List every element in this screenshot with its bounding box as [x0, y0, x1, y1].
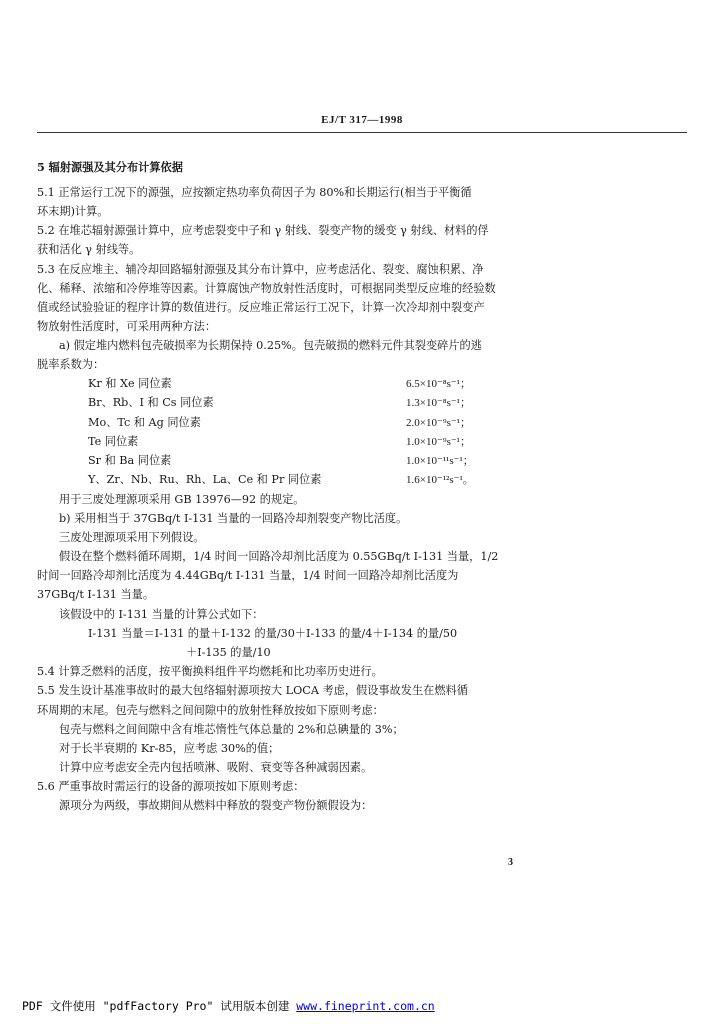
page-number: 3: [508, 857, 513, 868]
para-5-5-item: 对于长半衰期的 Kr-85，应考虑 30%的值；: [59, 742, 280, 755]
rate-isotopes: Mo、Tc 和 Ag 同位素: [88, 416, 201, 429]
para-5-3-line4: 物放射性活度时，可采用两种方法：: [37, 320, 217, 333]
para-5-2-line1: 5.2 在堆芯辐射源强计算中，应考虑裂变中子和 γ 射线、裂变产物的缓变 γ 射线、材料的俘: [37, 224, 489, 237]
para-5-5-item: 计算中应考虑安全壳内包括喷淋、吸附、衰变等各种减弱因素。: [59, 761, 373, 774]
rate-value: 2.0×10⁻⁹s⁻¹；: [406, 417, 471, 429]
section-heading: 5 辐射源强及其分布计算依据: [37, 160, 183, 174]
para-a-line1: a) 假定堆内燃料包壳破损率为长期保持 0.25%。包壳破损的燃料元件其裂变碎片的逃: [59, 339, 482, 352]
rate-isotopes: Br、Rb、I 和 Cs 同位素: [88, 396, 214, 409]
para-waste: 三废处理源项采用下列假设。: [59, 531, 205, 544]
footer-text: PDF 文件使用 "pdfFactory Pro" 试用版本创建: [22, 999, 297, 1013]
standard-header: EJ/T 317—1998: [321, 114, 403, 126]
para-a-line2: 脱率系数为：: [37, 358, 105, 371]
para-5-5-line1: 5.5 发生设计基准事故时的最大包络辐射源项按大 LOCA 考虑，假设事故发生在燃料循: [37, 684, 468, 697]
para-assume-line2: 时间一回路冷却剂比活度为 4.44GBq/t I-131 当量，1/4 时间一回路冷却剂比活度为: [37, 569, 459, 582]
para-assume-line1: 假设在整个燃料循环周期，1/4 时间一回路冷却剂比活度为 0.55GBq/t I-131 当量，1/2: [59, 550, 499, 563]
para-assume-line3: 37GBq/t I-131 当量。: [37, 588, 155, 601]
para-5-3-line1: 5.3 在反应堆主、辅冷却回路辐射源强及其分布计算中，应考虑活化、裂变、腐蚀积累、净: [37, 263, 484, 276]
header-rule: [37, 132, 687, 133]
para-5-6: 5.6 严重事故时需运行的设备的源项按如下原则考虑：: [37, 780, 305, 793]
rate-value: 1.3×10⁻⁸s⁻¹；: [406, 397, 471, 409]
para-5-4: 5.4 计算乏燃料的活度，按平衡换料组件平均燃耗和比功率历史进行。: [37, 665, 383, 678]
rate-isotopes: Y、Zr、Nb、Ru、Rh、La、Ce 和 Pr 同位素: [88, 473, 322, 486]
rate-value: 1.6×10⁻¹²s⁻¹。: [406, 474, 474, 486]
rate-isotopes: Te 同位素: [88, 435, 139, 448]
rate-isotopes: Sr 和 Ba 同位素: [88, 454, 172, 467]
para-5-5-line2: 环周期的末尾。包壳与燃料之间间隙中的放射性释放按如下原则考虑：: [37, 704, 384, 717]
formula-line1: I-131 当量＝I-131 的量＋I-132 的量/30＋I-133 的量/4＋I-134 的量/50: [88, 627, 458, 640]
para-5-2-line2: 获和活化 γ 射线等。: [37, 243, 141, 256]
para-5-1-line2: 环末期)计算。: [37, 205, 109, 218]
rate-value: 1.0×10⁻⁹s⁻¹；: [406, 436, 471, 448]
para-5-6-item: 源项分为两级，事故期间从燃料中释放的裂变产物份额假设为：: [59, 799, 373, 812]
para-b: b) 采用相当于 37GBq/t I-131 当量的一回路冷却剂裂变产物比活度。: [59, 512, 408, 525]
para-5-3-line2: 化、稀释、浓缩和冷停堆等因素。计算腐蚀产物放射性活度时，可根据同类型反应堆的经验数: [37, 282, 496, 295]
footer-link[interactable]: www.fineprint.com.cn: [296, 999, 435, 1013]
para-5-1-line1: 5.1 正常运行工况下的源强，应按额定热功率负荷因子为 80%和长期运行(相当于平衡循: [37, 186, 472, 199]
rate-value: 6.5×10⁻⁸s⁻¹；: [406, 378, 471, 390]
rate-value: 1.0×10⁻¹¹s⁻¹；: [406, 455, 474, 467]
para-5-3-line3: 值或经试验验证的程序计算的数值进行。反应堆正常运行工况下，计算一次冷却剂中裂变产: [37, 301, 485, 314]
para-5-5-item: 包壳与燃料之间间隙中含有堆芯惰性气体总量的 2%和总碘量的 3%；: [59, 723, 404, 736]
para-a-tail: 用于三废处理源项采用 GB 13976—92 的规定。: [59, 493, 305, 506]
pdf-footer: [22, 998, 435, 1014]
formula-line2: ＋I-135 的量/10: [186, 646, 271, 659]
para-formula-intro: 该假设中的 I-131 当量的计算公式如下：: [59, 608, 264, 621]
rate-isotopes: Kr 和 Xe 同位素: [88, 377, 172, 390]
